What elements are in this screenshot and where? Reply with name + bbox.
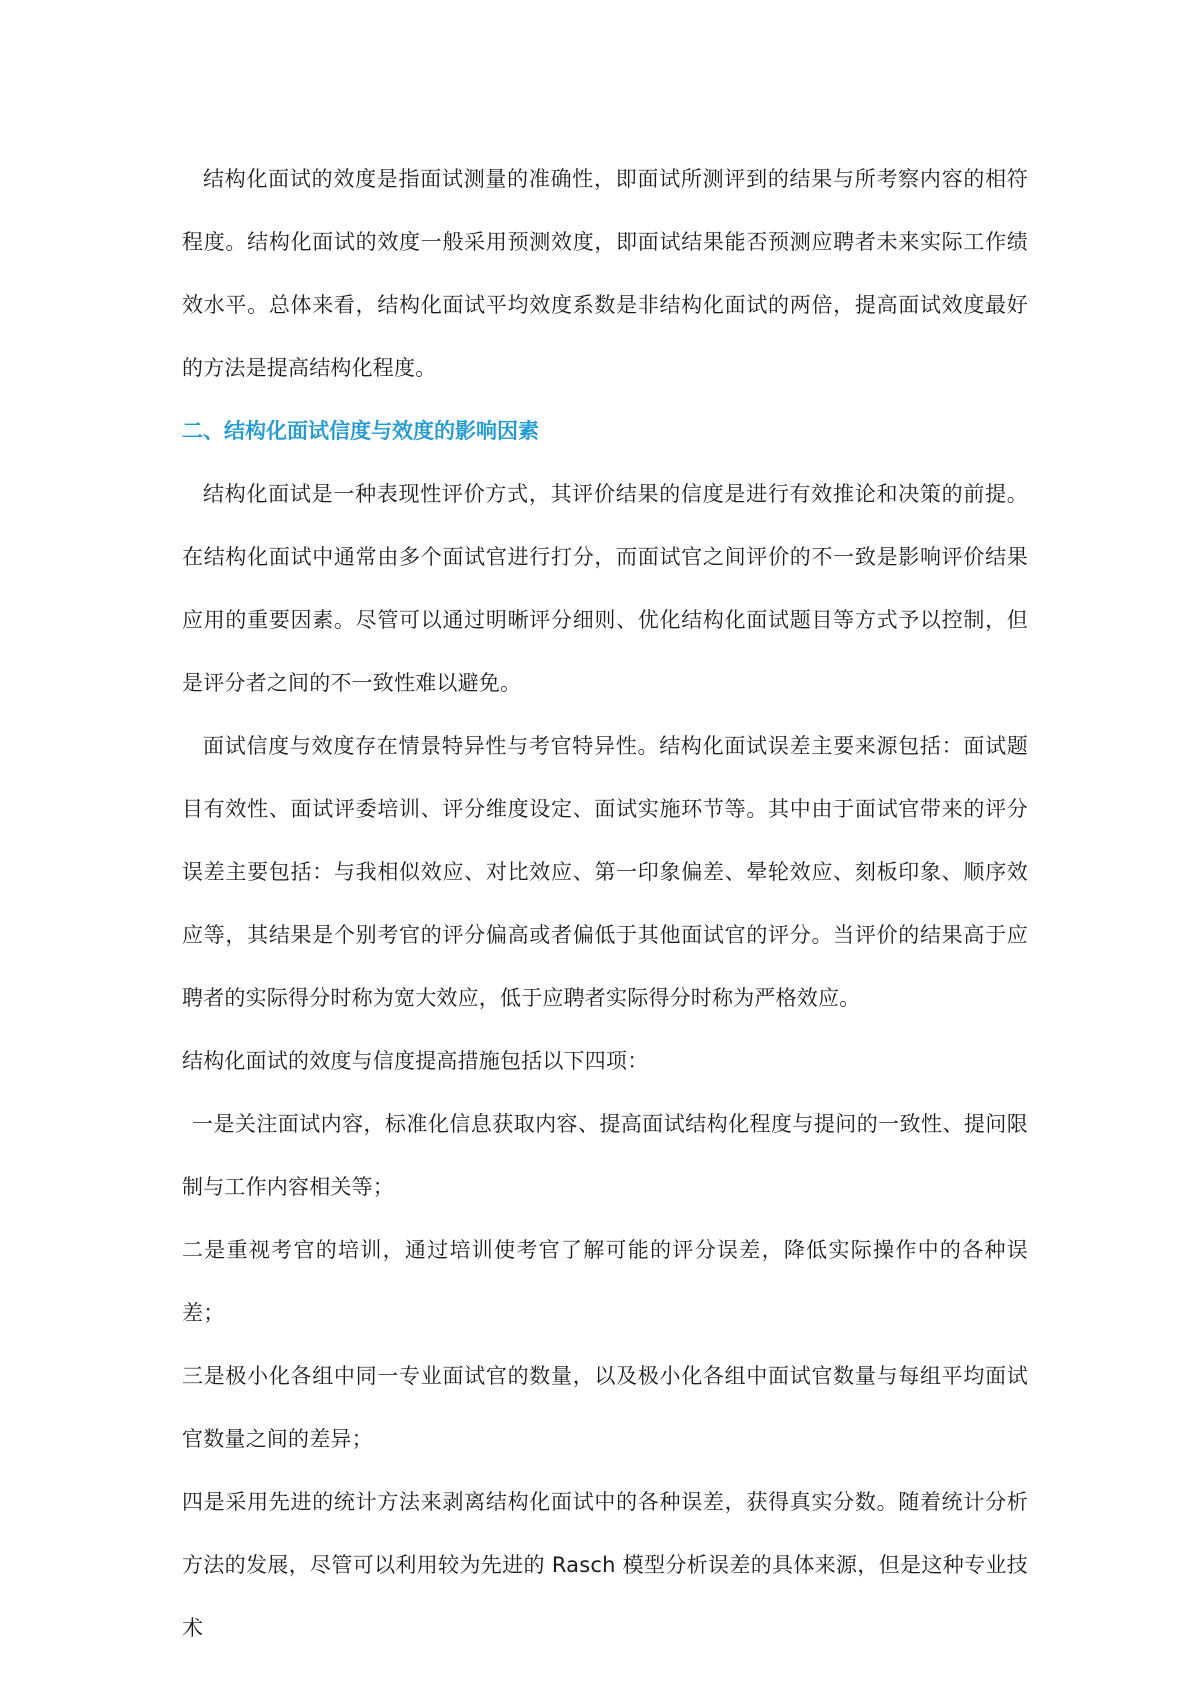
reliability-paragraph: 结构化面试是一种表现性评价方式，其评价结果的信度是进行有效推论和决策的前提。在结构化面试中通常由多个面试官进行打分，而面试官之间评价的不一致是影响评价结果应用的重要因素。尽管可以通过明晰评分细则、优化结构化面试题目等方式予以控制，但是评分者之间的不一致性难以避免。 [182, 482, 1028, 695]
measure-item: 四是采用先进的统计方法来剥离结构化面试中的各种误差，获得真实分数。随着统计分析方法的发展，尽管可以利用较为先进的 Rasch 模型分析误差的具体来源，但是这种专业技术 [182, 1490, 1028, 1640]
measure-item: 一是关注面试内容，标准化信息获取内容、提高面试结构化程度与提问的一致性、提问限制与工作内容相关等； [182, 1112, 1028, 1199]
intro-paragraph: 结构化面试的效度是指面试测量的准确性，即面试所测评到的结果与所考察内容的相符程度。结构化面试的效度一般采用预测效度，即面试结果能否预测应聘者未来实际工作绩效水平。总体来看，结构化面试平均效度系数是非结构化面试的两倍，提高面试效度最好的方法是提高结构化程度。 [182, 167, 1028, 380]
section-heading: 二、结构化面试信度与效度的影响因素 [182, 419, 539, 443]
measure-item: 二是重视考官的培训，通过培训使考官了解可能的评分误差，降低实际操作中的各种误差； [182, 1238, 1028, 1325]
measures-intro: 结构化面试的效度与信度提高措施包括以下四项： [182, 1049, 649, 1073]
errors-paragraph: 面试信度与效度存在情景特异性与考官特异性。结构化面试误差主要来源包括：面试题目有效性、面试评委培训、评分维度设定、面试实施环节等。其中由于面试官带来的评分误差主要包括：与我相似效应、对比效应、第一印象偏差、晕轮效应、刻板印象、顺序效应等，其结果是个别考官的评分偏高或者偏低于其他面试官的评分。当评价的结果高于应聘者的实际得分时称为宽大效应，低于应聘者实际得分时称为严格效应。 [182, 734, 1028, 1010]
measure-item: 三是极小化各组中同一专业面试官的数量，以及极小化各组中面试官数量与每组平均面试官数量之间的差异； [182, 1364, 1028, 1451]
document-page [182, 148, 1028, 1660]
